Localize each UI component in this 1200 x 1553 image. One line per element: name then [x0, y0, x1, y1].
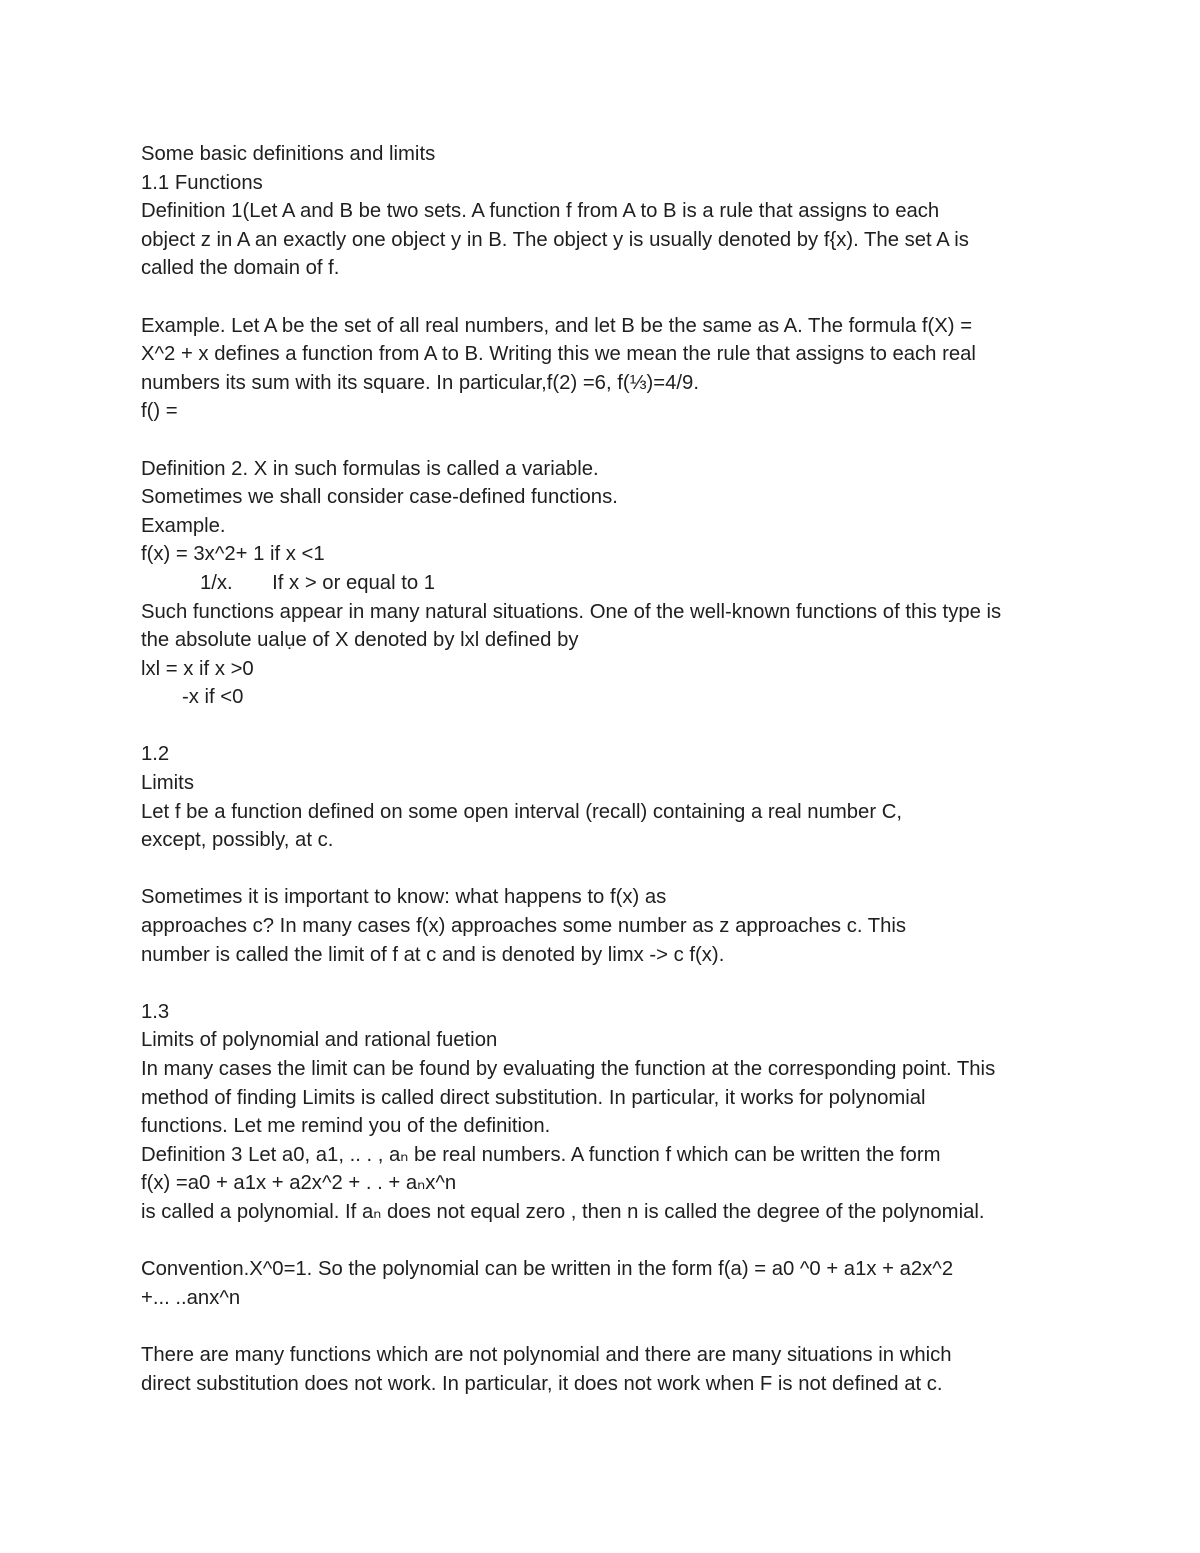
blank-line [141, 426, 1071, 455]
section-number-1-2: 1.2 [141, 743, 170, 766]
definition-3-formula: f(x) =a0 + a1x + a2x^2 + . . + aₙx^n [141, 1172, 457, 1195]
section-heading-polynomial-limits: Limits of polynomial and rational fuetion [141, 1029, 498, 1052]
example-1-line-1: Example. Let A be the set of all real numbers, and let B be the same as A. The formula f(X) = [141, 314, 973, 337]
section-number-1-3: 1.3 [141, 1000, 170, 1023]
absolute-value-case-2: -x if <0 [182, 686, 244, 709]
limit-question-line-1: Sometimes it is important to know: what happens to f(x) as [141, 886, 667, 909]
document-title: Some basic definitions and limits [141, 143, 436, 165]
definition-2: Definition 2. X in such formulas is called a variable. [141, 457, 599, 480]
blank-line [141, 1312, 1071, 1341]
closing-paragraph-line-1: There are many functions which are not polynomial and there are many situations in which [141, 1343, 952, 1366]
blank-line [141, 855, 1071, 884]
example-1-line-3: numbers its sum with its square. In particular,f(2) =6, f(⅓)=4/9. [141, 371, 699, 394]
blank-line [141, 969, 1071, 998]
blank-line [141, 283, 1071, 312]
convention-line-2: +... ..anx^n [141, 1286, 241, 1309]
absolute-value-case-1: lxl = x if x >0 [141, 657, 254, 680]
limit-question-line-2: approaches c? In many cases f(x) approaches some number as z approaches c. This [141, 915, 907, 938]
example-1-line-4: f() = [141, 400, 178, 423]
definition-1-line-1: Definition 1(Let A and B be two sets. A function f from A to B is a rule that assigns to each [141, 200, 940, 223]
blank-line [141, 1227, 1071, 1256]
example-1-line-2: X^2 + x defines a function from A to B. Writing this we mean the rule that assigns to each real [141, 343, 976, 366]
document-body [141, 140, 1071, 1398]
definition-1-line-3: called the domain of f. [141, 257, 340, 280]
limit-question-line-3: number is called the limit of f at c and is denoted by limx -> c f(x). [141, 943, 725, 966]
blank-line [141, 712, 1071, 741]
limits-paragraph-line-1: Let f be a function defined on some open interval (recall) containing a real number C, [141, 800, 902, 823]
definition-3-line-1: Definition 3 Let a0, a1, .. . , aₙ be real numbers. A function f which can be written the form [141, 1143, 941, 1166]
definition-3-line-3: is called a polynomial. If aₙ does not equal zero , then n is called the degree of the polynomial. [141, 1200, 985, 1223]
direct-substitution-line-2: method of finding Limits is called direct substitution. In particular, it works for polynomial [141, 1086, 926, 1109]
example-2-label: Example. [141, 514, 226, 537]
case-function-line-2: 1/x. If x > or equal to 1 [200, 571, 436, 594]
section-heading-limits: Limits [141, 772, 194, 795]
absolute-value-intro-1: Such functions appear in many natural situations. One of the well-known functions of this type is [141, 600, 1002, 623]
absolute-value-intro-2: the absolute ualụe of X denoted by lxl defined by [141, 629, 579, 652]
direct-substitution-line-3: functions. Let me remind you of the definition. [141, 1115, 551, 1138]
closing-paragraph-line-2: direct substitution does not work. In particular, it does not work when F is not defined at c. [141, 1372, 943, 1395]
definition-1-line-2: object z in A an exactly one object y in B. The object y is usually denoted by f{x). The set A is [141, 228, 969, 251]
case-function-line-1: f(x) = 3x^2+ 1 if x <1 [141, 543, 325, 566]
convention-line-1: Convention.X^0=1. So the polynomial can be written in the form f(a) = a0 ^0 + a1x + a2x^2 [141, 1258, 954, 1281]
direct-substitution-line-1: In many cases the limit can be found by evaluating the function at the corresponding point. This [141, 1058, 996, 1080]
limits-paragraph-line-2: except, possibly, at c. [141, 829, 334, 852]
section-heading-1-1: 1.1 Functions [141, 171, 263, 194]
case-defined-intro: Sometimes we shall consider case-defined functions. [141, 486, 618, 509]
